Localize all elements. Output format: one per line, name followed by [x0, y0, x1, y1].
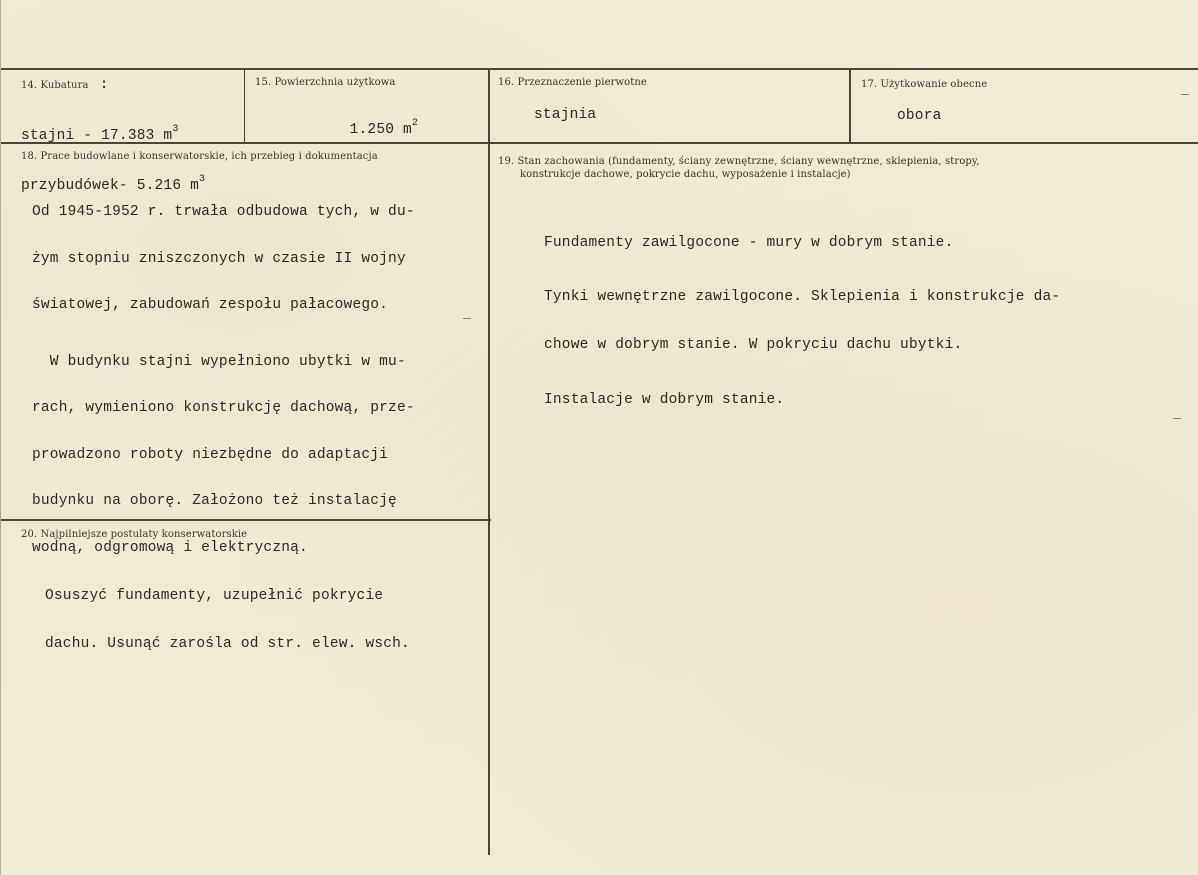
field-18-line-2: żym stopniu zniszczonych w czasie II wojny — [32, 250, 406, 267]
field-15-value — [314, 106, 418, 156]
field-18-value — [32, 174, 415, 587]
field-18-line-1: Od 1945-1952 r. trwała odbudowa tych, w du- — [32, 204, 415, 220]
divider-14-15 — [244, 70, 245, 143]
field-19-caption — [498, 155, 1178, 181]
field-16-value: stajnia — [534, 107, 597, 123]
field-14-mark: : — [99, 77, 109, 93]
margin-tick — [1181, 94, 1189, 95]
field-19-line-1: Fundamenty zawilgocone - mury w dobrym stanie. — [544, 235, 954, 251]
field-15-exponent: 2 — [411, 118, 419, 129]
field-14-caption — [21, 77, 108, 93]
field-19-caption-line-1: 19. Stan zachowania (fundamenty, ściany zewnętrzne, ściany wewnętrzne, sklepienia, stropy, — [498, 156, 980, 167]
top-rule — [1, 68, 1198, 70]
field-20-value — [45, 556, 410, 684]
field-18-line-7: budynku na oborę. Założono też instalację — [32, 493, 397, 509]
margin-tick — [1173, 418, 1181, 419]
divider-16-17 — [849, 70, 851, 143]
field-15-value-text: 1.250 m — [349, 122, 412, 138]
field-14-line-1-exponent: 3 — [172, 124, 179, 135]
field-14-line-2-exponent: 3 — [199, 174, 206, 185]
field-15-caption: 15. Powierzchnia użytkowa — [255, 77, 396, 88]
field-14-line-2-text: przybudówek- 5.216 m — [21, 178, 200, 194]
field-19-value — [544, 203, 1060, 440]
field-14-line-1-text: stajni - 17.383 m — [21, 128, 173, 144]
field-18-line-6: prowadzono roboty niezbędne do adaptacji — [32, 446, 389, 463]
field-16-caption: 16. Przeznaczenie pierwotne — [498, 77, 647, 88]
field-20-caption: 20. Najpilniejsze postulaty konserwatorskie — [21, 529, 248, 540]
field-17-caption: 17. Użytkowanie obecne — [861, 79, 988, 90]
field-19-line-2: Tynki wewnętrzne zawilgocone. Sklepienia i konstrukcje da- — [544, 289, 1061, 305]
field-20-line-1: Osuszyć fundamenty, uzupełnić pokrycie — [45, 588, 384, 604]
field-14-caption-text: 14. Kubatura — [21, 80, 89, 91]
field-18-line-3: światowej, zabudowań zespołu pałacowego. — [32, 297, 389, 313]
field-17-value: obora — [897, 108, 942, 124]
field-18-line-8: wodną, odgromową i elektryczną. — [32, 539, 308, 556]
margin-tick — [463, 318, 471, 319]
field-19-line-3: chowe w dobrym stanie. W pokryciu dachu ubytki. — [544, 337, 963, 353]
field-14-line-1 — [21, 124, 205, 146]
divider-15-16-and-18-19 — [488, 70, 490, 855]
field-18-line-4: W budynku stajni wypełniono ubytki w mu- — [32, 353, 406, 370]
field-19-line-4: Instalacje w dobrym stanie. — [544, 392, 785, 408]
field-19-caption-line-2: konstrukcje dachowe, pokrycie dachu, wyposażenie i instalacje) — [520, 169, 851, 180]
field-20-line-2: dachu. Usunąć zarośla od str. elew. wsch. — [45, 636, 410, 652]
field-18-line-5: rach, wymieniono konstrukcję dachową, prze- — [32, 400, 415, 416]
field-18-caption: 18. Prace budowlane i konserwatorskie, ich przebieg i dokumentacja — [21, 151, 378, 162]
